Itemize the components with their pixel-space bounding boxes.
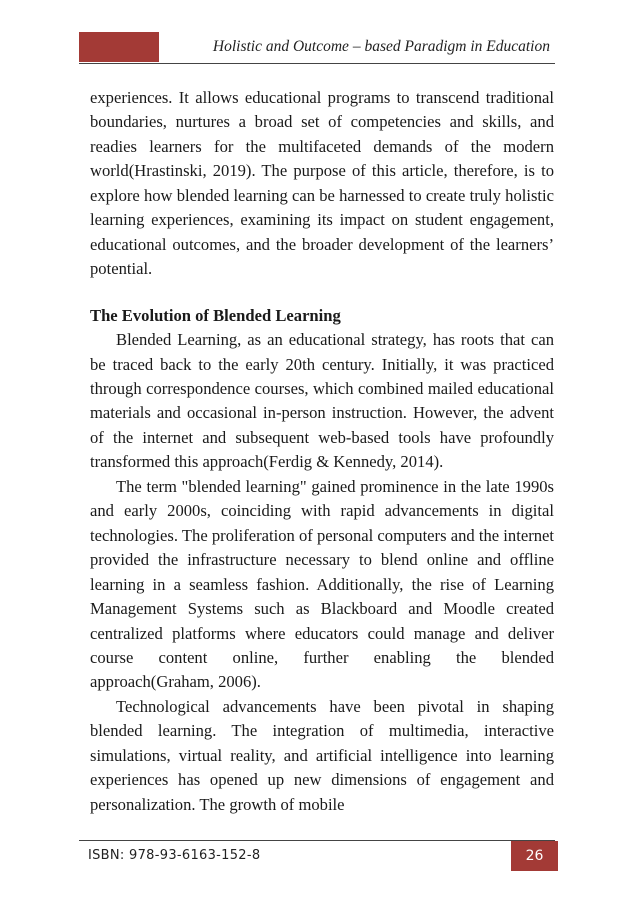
isbn-label: ISBN: 978-93-6163-152-8 xyxy=(88,848,261,863)
section-heading: The Evolution of Blended Learning xyxy=(90,305,341,325)
page-number-badge: 26 xyxy=(511,841,558,871)
footer-divider xyxy=(79,840,555,841)
running-header-title: Holistic and Outcome – based Paradigm in Education xyxy=(212,38,550,55)
body-paragraph: The term "blended learning" gained prominence in the late 1990s and early 2000s, coinciding with rapid advancements in digital technologies. The proliferation of personal computers and the internet provided the infrastructure necessary to blend online and offline learning in a seamless fashion. Additionally, the rise of Learning Management Systems such as Blackboard and Moodle created centralized platforms where educators could manage and deliver course content online, further enabling the blended approach(Graham, 2006). xyxy=(90,476,554,692)
header-divider xyxy=(79,63,555,64)
body-paragraph: experiences. It allows educational programs to transcend traditional boundaries, nurtures a broad set of competencies and skills, and readies learners for the multifaceted demands of the modern world(Hrastinski, 2019). The purpose of this article, therefore, is to explore how blended learning can be harnessed to create truly holistic learning experiences, examining its impact on student engagement, educational outcomes, and the broader development of the learners’ potential. xyxy=(90,88,554,279)
header-accent-block xyxy=(79,32,159,62)
body-paragraph: Technological advancements have been pivotal in shaping blended learning. The integration of multimedia, interactive simulations, virtual reality, and artificial intelligence into learning experiences has opened up new dimensions of engagement and personalization. The growth of mobile xyxy=(90,696,554,814)
page-body xyxy=(90,86,554,817)
body-paragraph: Blended Learning, as an educational strategy, has roots that can be traced back to the early 20th century. Initially, it was practiced through correspondence courses, which combined mailed educational materials and occasional in-person instruction. However, the advent of the internet and subsequent web-based tools have profoundly transformed this approach(Ferdig & Kennedy, 2014). xyxy=(90,330,554,472)
